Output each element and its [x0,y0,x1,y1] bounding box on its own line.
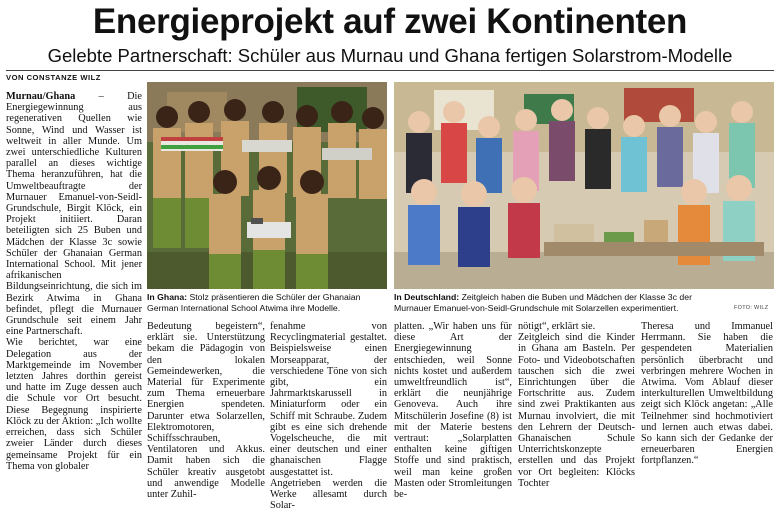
column-1-text: – Die Energiegewinnung aus regenerativen Quellen wie Sonne, Wind und Wasser ist weltweit in aller Munde. Um zwei unterschiedliche Kulturen parallel an dieses wichtige Thema heranzuführen, hat die Umweltbeauftragte der Murnauer Emanuel-von-Seidl-Grundschule, Birgit Klöck, ein Projekt initiiert. Daran beteiligten sich 25 Buben und Mädchen der Klasse 3c sowie Schüler der Ghanaian German International School. Mit jener afrikanischen Bildungseinrichtung, die sich im Bezirk Atwima in Ghana befindet, pflegt die Murnauer Grundschule seit einem Jahr eine Partnerschaft. Wie berichtet, war eine Delegation aus der Marktgemeinde im November letzten Jahres dorthin gereist und hatte im Zuge dessen auch die Schule vor Ort besucht. Diese Begegnung inspirierte Klöck zu der Aktion: „Ich wollte erreichen, dass sich Schüler zweier Länder durch dieses gemeinsame Projekt für ein Thema von globaler [6,91,142,472]
photo-germany-image [394,82,774,289]
caption-germany [394,292,724,314]
byline: VON CONSTANZE WILZ [6,73,101,82]
caption-ghana [147,292,387,314]
subheadline: Gelebte Partnerschaft: Schüler aus Murnau und Ghana fertigen Solarstrom-Modelle [47,45,733,66]
photo-germany [394,82,774,289]
dateline: Murnau/Ghana [6,91,76,102]
caption-ghana-text: Stolz präsentieren die Schüler der Ghanaian German International School Atwima ihre Modelle. [147,292,361,313]
photo-ghana [147,82,387,289]
article-column-3: fenahme von Recyclingmaterial gestaltet. Beispielsweise einen Morseapparat, der verschiedene Töne von sich gibt, ein Jahrmarktskarussell in Miniaturform oder ein Schiff mit Schraube. Zudem gibt es eine sich drehende Vogelscheuche, die mit einer deutschen und einer ghanaischen Flagge ausgestattet ist. Angetrieben werden die Werke allesamt durch Solar- [270,321,387,511]
photo-credit: FOTO: WILZ [734,305,769,311]
caption-germany-lead: In Deutschland: [394,292,460,302]
divider-rule [6,70,774,71]
caption-ghana-lead: In Ghana: [147,292,188,302]
headline: Energieprojekt auf zwei Kontinenten [92,2,688,41]
article-column-2: Bedeutung begeistern“, erklärt sie. Unterstützung bekam die Pädagogin von den lokalen Gemeindewerken, die Material für Experimente zum Thema erneuerbare Energien spendeten. Darunter etwa Solarzellen, Elektromotoren, Schiffsschrauben, Ventilatoren und Akkus. Damit haben sich die Schüler kreativ ausgetobt und anwendige Modelle unter Zuhil- [147,321,265,501]
caption-germany-text: Zeitgleich haben die Buben und Mädchen der Klasse 3c der Murnauer Emanuel-von-Seidl-Grundschule mit Solarzellen experimentiert. [394,292,692,313]
article-column-6: Theresa und Immanuel Herrmann. Sie haben die gespendeten Materialien persönlich überbracht und verbringen mehrere Wochen in Atwima. Vom Ablauf dieser interkulturellen Umweltbildung zeigt sich Klöck angetan: „Alle Teilnehmer sind hochmotiviert und lernen auch etwas dabei. So kann sich der Gedanke der erneuerbaren Energien fortpflanzen.“ [641,321,773,467]
article-column-4: platten. „Wir haben uns für diese Art der Energiegewinnung entschieden, weil Sonne nichts kostet und außerdem umweltfreundlich ist“, erklärt die neunjährige Genoveva. Auch ihre Mitschülerin Josefine (8) ist mit der Materie bestens vertraut: „Solarplatten enthalten keine giftigen Stoffe und sind praktisch, weil man keine großen Masten oder Stromleitungen be- [394,321,512,501]
article-column-5: nötigt“, erklärt sie. Zeitgleich sind die Kinder in Ghana am Basteln. Per Foto- und Videobotschaften tauschen sich die zwei Einrichtungen über die Fortschritte aus. Zudem sind zwei Praktikanten aus Murnau involviert, die mit den Lehrern der Deutsch-Ghanaischen Schule Unterrichtskonzepte erstellen und das Projekt vor Ort begleiten: Klöcks Tochter [518,321,635,489]
photo-ghana-image [147,82,387,289]
article-column-1 [6,91,142,472]
